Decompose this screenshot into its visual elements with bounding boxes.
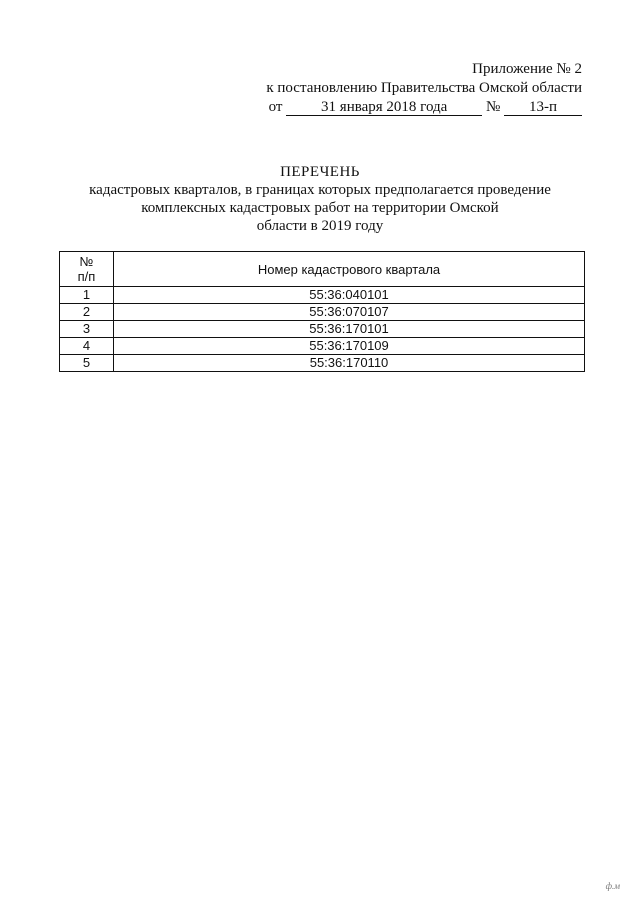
cadastral-number: 55:36:040101	[114, 287, 585, 304]
table-row	[60, 287, 585, 304]
table-row	[60, 355, 585, 372]
decree-reference: к постановлению Правительства Омской области	[266, 80, 582, 96]
number-label: №	[485, 99, 501, 115]
cadastral-quarters-table	[59, 251, 585, 372]
decree-number: 13-п	[504, 99, 582, 116]
cadastral-number: 55:36:070107	[114, 304, 585, 321]
cadastral-number: 55:36:170109	[114, 338, 585, 355]
table-row	[60, 304, 585, 321]
title-line-2: комплексных кадастровых работ на территории Омской	[141, 200, 499, 216]
row-number: 3	[60, 321, 114, 338]
table-row	[60, 338, 585, 355]
cadastral-number: 55:36:170101	[114, 321, 585, 338]
title-line-3: области в 2019 году	[256, 218, 384, 234]
decree-date: 31 января 2018 года	[286, 99, 482, 116]
row-number: 5	[60, 355, 114, 372]
table-header-row	[60, 252, 585, 287]
from-label: от	[268, 99, 283, 115]
row-number: 1	[60, 287, 114, 304]
table-row	[60, 321, 585, 338]
row-number: 4	[60, 338, 114, 355]
appendix-label: Приложение № 2	[472, 61, 582, 77]
column-header-number-line1: №	[79, 254, 94, 269]
column-header-number	[60, 252, 114, 287]
cadastral-number: 55:36:170110	[114, 355, 585, 372]
decree-date-number-line	[266, 98, 582, 117]
appendix-header	[266, 60, 582, 117]
title-line-1: кадастровых кварталов, в границах которых предполагается проведение	[89, 182, 551, 198]
row-number: 2	[60, 304, 114, 321]
handwritten-mark: ф.м	[605, 881, 620, 891]
column-header-number-line2: п/п	[77, 269, 96, 284]
document-title	[60, 163, 580, 235]
column-header-cadastral-number: Номер кадастрового квартала	[114, 252, 585, 287]
title-main: ПЕРЕЧЕНЬ	[280, 164, 360, 180]
